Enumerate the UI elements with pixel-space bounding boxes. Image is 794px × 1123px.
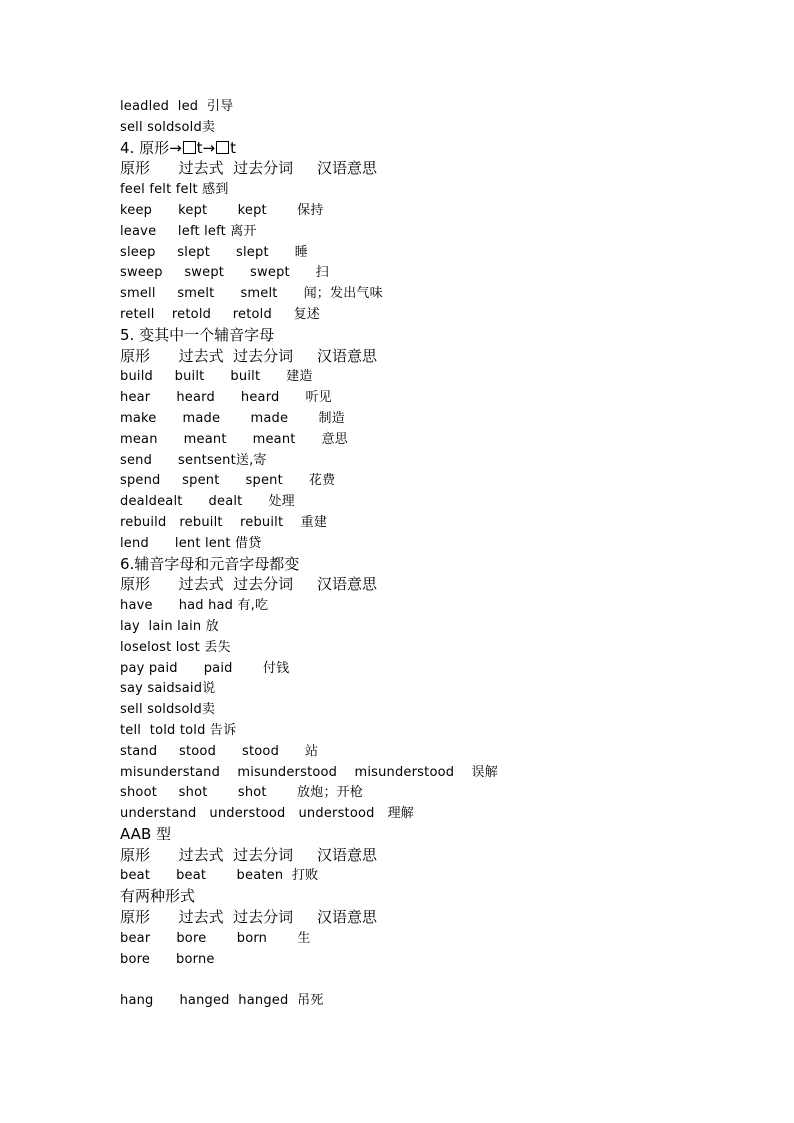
verb-entry (120, 221, 740, 242)
line-text: have had had 有,吃 (120, 598, 269, 614)
line-text: pay paid paid 付钱 (120, 660, 290, 676)
line-text: 原形 过去式 过去分词 汉语意思 (120, 159, 377, 178)
verb-entry (120, 637, 740, 658)
verb-entry (120, 117, 740, 138)
verb-entry (120, 762, 740, 783)
line-text: sleep slept slept 睡 (120, 244, 308, 260)
line-text: stand stood stood 站 (120, 743, 319, 759)
line-text: mean meant meant 意思 (120, 431, 348, 447)
heading-mid: t→ (196, 138, 216, 157)
line-text: 原形 过去式 过去分词 汉语意思 (120, 575, 377, 594)
line-text: 6.辅音字母和元音字母都变 (120, 554, 300, 573)
verb-entry (120, 262, 740, 283)
line-text: 原形 过去式 过去分词 汉语意思 (120, 346, 377, 365)
verb-entry (120, 283, 740, 304)
line-text: 原形 过去式 过去分词 汉语意思 (120, 908, 377, 927)
verb-entry (120, 179, 740, 200)
verb-entry (120, 96, 740, 117)
heading-suffix: t (230, 138, 236, 157)
line-text: sell soldsold卖 (120, 702, 216, 718)
line-text: AAB 型 (120, 824, 171, 843)
verb-entry (120, 470, 740, 491)
line-text: hear heard heard 听见 (120, 390, 332, 406)
verb-entry (120, 512, 740, 533)
heading-prefix: 4. 原形→ (120, 138, 182, 157)
verb-entry (120, 595, 740, 616)
section-heading (120, 554, 740, 575)
line-text: dealdealt dealt 处理 (120, 494, 295, 510)
line-text: shoot shot shot 放炮；开枪 (120, 785, 364, 801)
line-text: misunderstand misunderstood misunderstood 误解 (120, 764, 498, 780)
verb-entry (120, 450, 740, 471)
blank-box-icon (216, 141, 229, 154)
verb-entry (120, 429, 740, 450)
verb-entry (120, 408, 740, 429)
verb-entry (120, 387, 740, 408)
column-header (120, 907, 740, 928)
section-heading (120, 824, 740, 845)
line-text: send sentsent送,寄 (120, 452, 267, 468)
verb-entry (120, 304, 740, 325)
document-body (120, 96, 740, 1011)
line-text: say saidsaid说 (120, 681, 216, 697)
verb-entry (120, 720, 740, 741)
verb-entry (120, 803, 740, 824)
blank-box-icon (183, 141, 196, 154)
line-text: leave left left 离开 (120, 223, 257, 239)
line-text: leadled led 引导 (120, 99, 234, 114)
line-text: 有两种形式 (120, 887, 196, 906)
line-text: build built built 建造 (120, 369, 313, 385)
line-text: feel felt felt 感到 (120, 182, 229, 198)
blank-line (120, 969, 740, 990)
verb-entry (120, 699, 740, 720)
verb-entry (120, 678, 740, 699)
line-text: sweep swept swept 扫 (120, 265, 330, 281)
line-text: lay lain lain 放 (120, 618, 219, 634)
section-heading (120, 138, 740, 159)
line-text: lend lent lent 借贷 (120, 535, 262, 551)
line-text: tell told told 告诉 (120, 722, 237, 738)
line-text: spend spent spent 花费 (120, 473, 336, 489)
line-text: understand understood understood 理解 (120, 806, 414, 822)
column-header (120, 158, 740, 179)
verb-entry (120, 242, 740, 263)
line-text: keep kept kept 保持 (120, 202, 324, 218)
line-text: beat beat beaten 打败 (120, 868, 319, 884)
verb-entry (120, 200, 740, 221)
line-text: 5. 变其中一个辅音字母 (120, 325, 275, 344)
line-text: 原形 过去式 过去分词 汉语意思 (120, 845, 377, 864)
verb-entry (120, 865, 740, 886)
line-text: retell retold retold 复述 (120, 306, 320, 322)
line-text: bore borne (120, 951, 215, 967)
column-header (120, 346, 740, 367)
line-text: smell smelt smelt 闻；发出气味 (120, 286, 383, 302)
section-heading (120, 325, 740, 346)
line-text: rebuild rebuilt rebuilt 重建 (120, 514, 328, 530)
line-text: hang hanged hanged 吊死 (120, 993, 324, 1009)
line-text: loselost lost 丢失 (120, 639, 231, 655)
line-text: sell soldsold卖 (120, 119, 216, 135)
line-text: bear bore born 生 (120, 930, 311, 946)
verb-entry (120, 491, 740, 512)
column-header (120, 574, 740, 595)
verb-entry (120, 533, 740, 554)
verb-entry (120, 990, 740, 1011)
verb-entry (120, 366, 740, 387)
column-header (120, 845, 740, 866)
verb-entry (120, 782, 740, 803)
verb-entry (120, 616, 740, 637)
section-heading (120, 886, 740, 907)
verb-entry (120, 741, 740, 762)
line-text: make made made 制造 (120, 410, 345, 426)
verb-entry (120, 928, 740, 949)
verb-entry (120, 658, 740, 679)
verb-entry (120, 949, 740, 970)
